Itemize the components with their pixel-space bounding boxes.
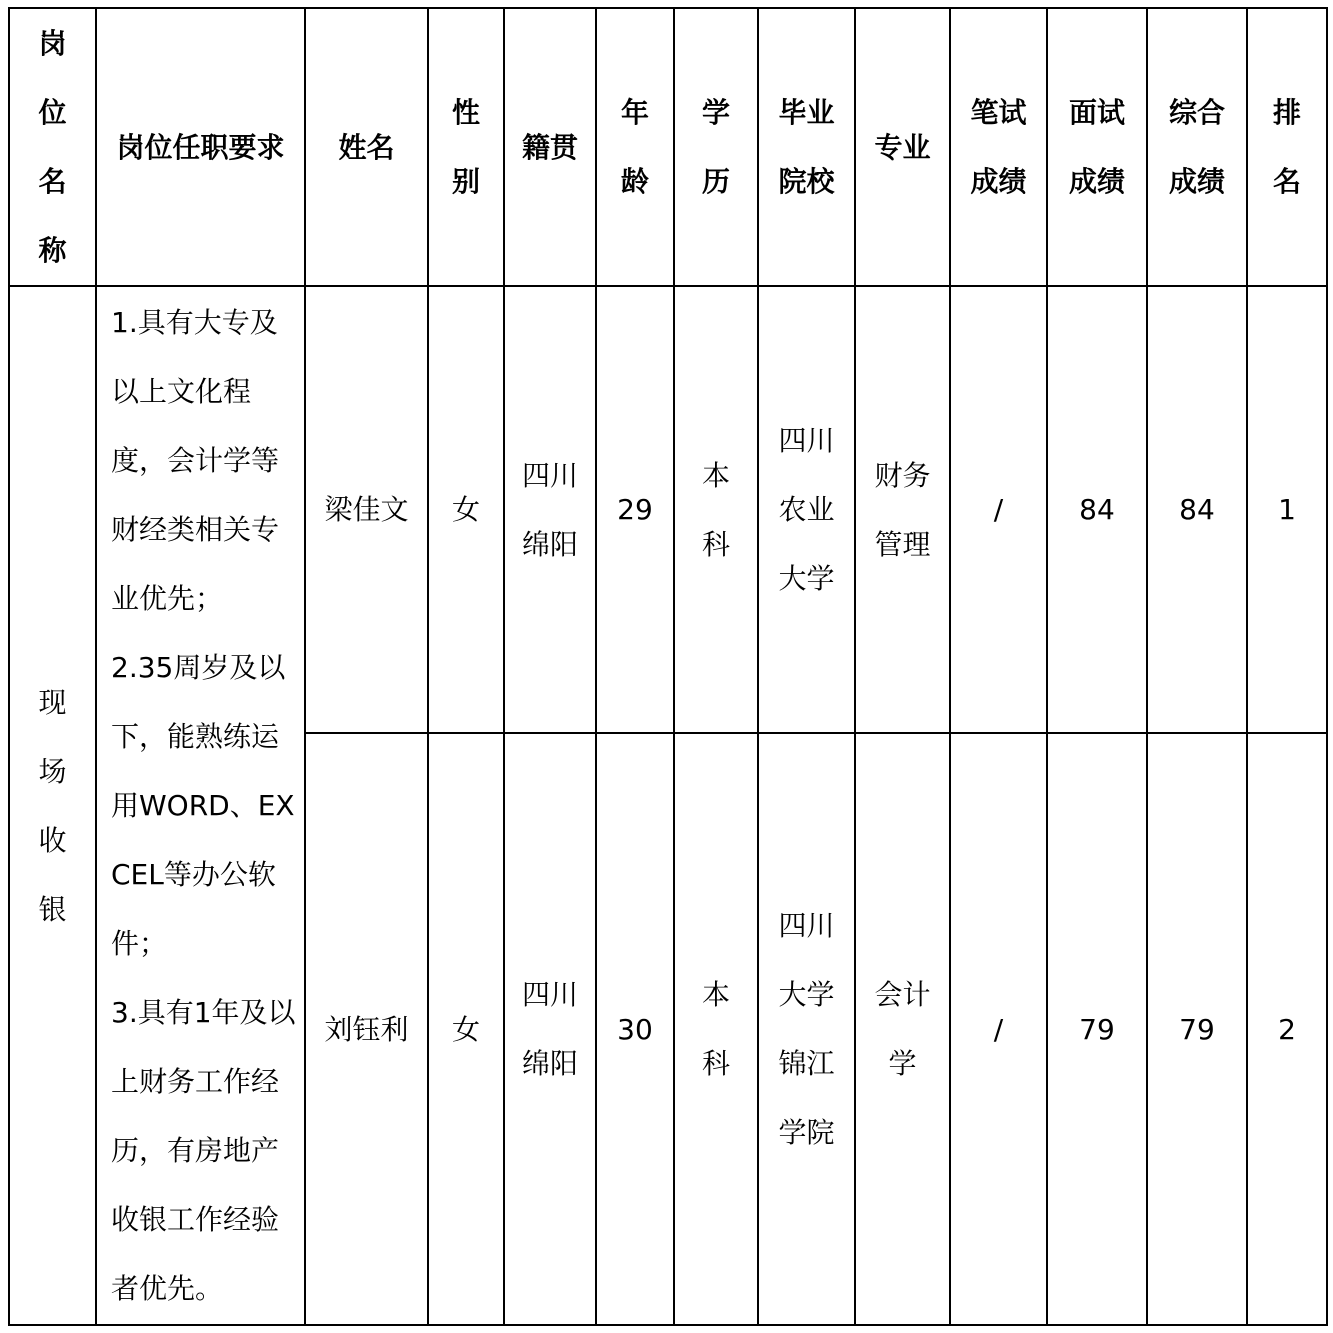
total-cell: 79 <box>1147 733 1247 1325</box>
header-position: 岗位名称 <box>9 8 96 286</box>
rank-cell: 2 <box>1247 733 1327 1325</box>
requirements-cell: 1.具有大专及以上文化程度，会计学等财经类相关专业优先； 2.35周岁及以下，能熟练运用WORD、EXCEL等办公软件； 3.具有1年及以上财务工作经历，有房地产收银工作经验者优先。 <box>96 286 305 1325</box>
age-cell: 29 <box>596 286 674 733</box>
position-cell: 现场收银 <box>9 286 96 1325</box>
written-cell: / <box>950 286 1047 733</box>
header-row <box>9 8 1327 286</box>
header-total: 综合成绩 <box>1147 8 1247 286</box>
table-row <box>9 286 1327 733</box>
interview-cell: 79 <box>1047 733 1147 1325</box>
header-origin: 籍贯 <box>504 8 596 286</box>
header-age: 年龄 <box>596 8 674 286</box>
interview-cell: 84 <box>1047 286 1147 733</box>
gender-cell: 女 <box>428 286 504 733</box>
education-cell: 本科 <box>674 733 758 1325</box>
header-education: 学历 <box>674 8 758 286</box>
header-school: 毕业院校 <box>758 8 855 286</box>
header-rank: 排名 <box>1247 8 1327 286</box>
major-cell: 会计学 <box>855 733 950 1325</box>
header-gender: 性别 <box>428 8 504 286</box>
results-table <box>8 7 1328 1326</box>
name-cell: 刘钰利 <box>305 733 428 1325</box>
age-cell: 30 <box>596 733 674 1325</box>
written-cell: / <box>950 733 1047 1325</box>
school-cell: 四川大学锦江学院 <box>758 733 855 1325</box>
school-cell: 四川农业大学 <box>758 286 855 733</box>
header-written: 笔试成绩 <box>950 8 1047 286</box>
header-major: 专业 <box>855 8 950 286</box>
header-name: 姓名 <box>305 8 428 286</box>
gender-cell: 女 <box>428 733 504 1325</box>
total-cell: 84 <box>1147 286 1247 733</box>
rank-cell: 1 <box>1247 286 1327 733</box>
origin-cell: 四川绵阳 <box>504 286 596 733</box>
education-cell: 本科 <box>674 286 758 733</box>
name-cell: 梁佳文 <box>305 286 428 733</box>
major-cell: 财务管理 <box>855 286 950 733</box>
header-interview: 面试成绩 <box>1047 8 1147 286</box>
origin-cell: 四川绵阳 <box>504 733 596 1325</box>
header-requirements: 岗位任职要求 <box>96 8 305 286</box>
